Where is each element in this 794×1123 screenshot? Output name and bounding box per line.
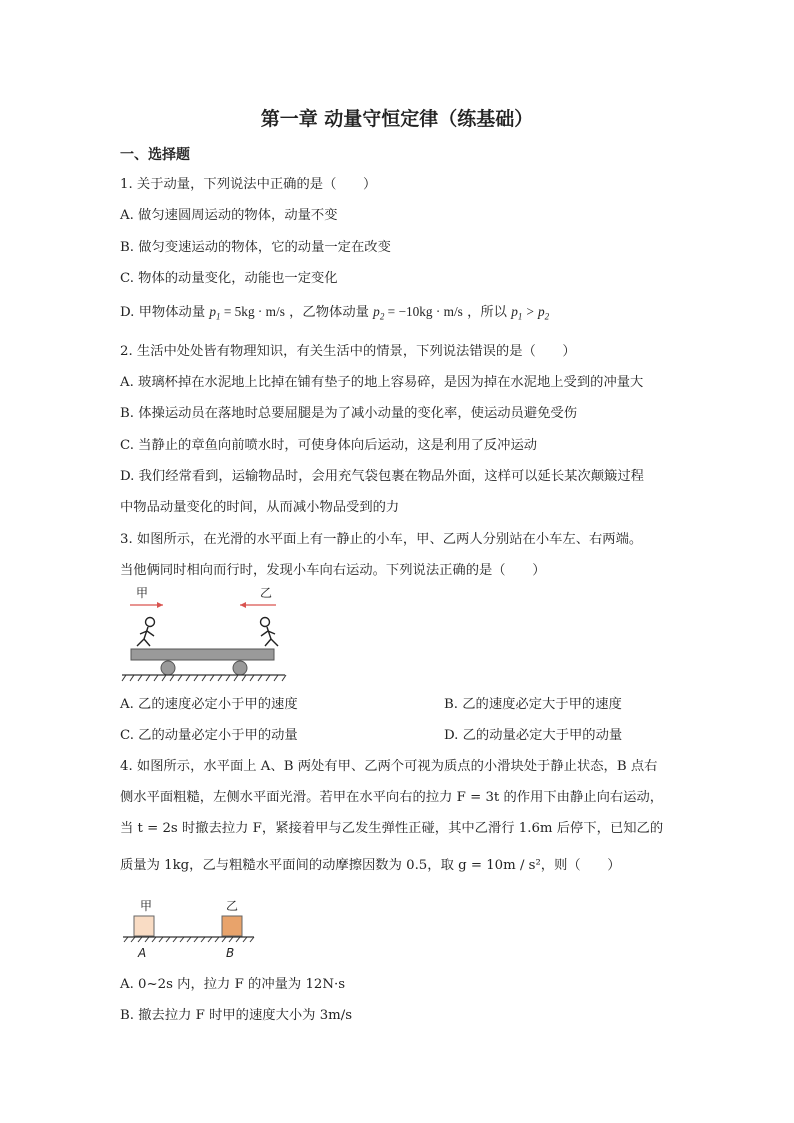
q1-d-end: ，所以 (467, 305, 507, 320)
right-arrowhead-icon (157, 602, 163, 608)
fig-label-yi: 乙 (260, 586, 273, 600)
block-yi (222, 916, 242, 936)
q4-line4: 质量为 1kg，乙与粗糙水平面间的动摩擦因数为 0.5，取 g = 10m / s²，则（ ） (120, 858, 621, 873)
q2-option-d-line1: D. 我们经常看到，运输物品时，会用充气袋包裹在物品外面，这样可以延长某次颠簸过程 (120, 469, 644, 484)
q4-line3: 当 t = 2s 时撤去拉力 F，紧接着甲与乙发生弹性正碰，其中乙滑行 1.6m 后停下，已知乙的 (120, 821, 664, 836)
q3-option-b: B. 乙的速度必定大于甲的速度 (444, 697, 622, 712)
cart-wheel-right (233, 661, 247, 675)
q2-option-b: B. 体操运动员在落地时总要屈腿是为了减小动量的变化率，使运动员避免受伤 (120, 406, 578, 421)
fig-block-label-yi: 乙 (226, 899, 239, 913)
q4-line1: 4. 如图所示，水平面上 A、B 两处有甲、乙两个可视为质点的小滑块处于静止状态，B 点右 (120, 759, 658, 774)
surface-hatching (124, 937, 254, 942)
q1-d-p1-symbol: p (209, 304, 217, 319)
q2-option-a: A. 玻璃杯掉在水泥地上比掉在铺有垫子的地上容易碎，是因为掉在水泥地上受到的冲量大 (120, 375, 644, 390)
q1-d-p2-sub: 2 (379, 311, 385, 322)
left-arrowhead-icon (240, 602, 246, 608)
q4-option-a: A. 0~2s 内，拉力 F 的冲量为 12N·s (120, 977, 346, 992)
q3-stem-line2: 当他俩同时相向而行时，发现小车向右运动。下列说法正确的是（ ） (120, 563, 546, 578)
point-a-label: A (138, 946, 147, 960)
q2-stem: 2. 生活中处处皆有物理知识，有关生活中的情景，下列说法错误的是（ ） (120, 344, 576, 359)
section-heading: 一、选择题 (120, 147, 190, 163)
q1-d-cmp-gt: > p (522, 304, 545, 319)
q1-option-b: B. 做匀变速运动的物体，它的动量一定在改变 (120, 240, 391, 255)
q1-option-c: C. 物体的动量变化，动能也一定变化 (120, 271, 338, 286)
q1-d-p2 (373, 304, 463, 322)
q1-d-cmp-symbol: p (511, 304, 518, 319)
q1-option-d (120, 303, 549, 326)
q1-d-p1 (209, 304, 285, 322)
q1-d-p2-symbol: p (373, 304, 380, 319)
q4-blocks-figure (120, 896, 260, 962)
q3-stem-line1: 3. 如图所示，在光滑的水平面上有一静止的小车，甲、乙两人分别站在小车左、右两端。 (120, 532, 643, 547)
page-title: 第一章 动量守恒定律（练基础） (260, 108, 534, 130)
ground-hatching (122, 675, 286, 681)
fig-block-label-jia: 甲 (140, 899, 153, 913)
q1-d-prefix: D. 甲物体动量 (120, 305, 206, 320)
q1-d-compare (511, 304, 550, 322)
cart-body (131, 649, 274, 660)
q1-d-p1-value: = 5kg · m/s (220, 304, 285, 319)
q4-line2: 侧水平面粗糙，左侧水平面光滑。若甲在水平向右的拉力 F = 3t 的作用下由静止向右运动， (120, 790, 664, 805)
q2-option-d-line2: 中物品动量变化的时间，从而减小物品受到的力 (120, 500, 400, 515)
q1-stem: 1. 关于动量，下列说法中正确的是（ ） (120, 177, 377, 192)
block-jia (134, 916, 154, 936)
q3-option-a: A. 乙的速度必定小于甲的速度 (120, 697, 298, 712)
q1-option-a: A. 做匀速圆周运动的物体，动量不变 (120, 208, 338, 223)
q4-option-b: B. 撤去拉力 F 时甲的速度大小为 3m/s (120, 1008, 353, 1023)
q1-d-mid: ，乙物体动量 (289, 305, 369, 320)
q3-option-d: D. 乙的动量必定大于甲的动量 (444, 728, 623, 743)
q3-cart-figure (120, 584, 290, 684)
q1-d-cmp-sub2: 2 (544, 311, 550, 322)
point-b-label: B (226, 946, 235, 960)
cart-wheel-left (161, 661, 175, 675)
q3-option-c: C. 乙的动量必定小于甲的动量 (120, 728, 298, 743)
fig-label-jia: 甲 (136, 586, 149, 600)
q1-d-cmp-sub1: 1 (517, 311, 523, 322)
q2-option-c: C. 当静止的章鱼向前喷水时，可使身体向后运动，这是利用了反冲运动 (120, 438, 538, 453)
q1-d-p1-sub: 1 (216, 311, 221, 322)
person-yi-icon (261, 618, 279, 647)
person-jia-icon (137, 618, 155, 647)
q1-d-p2-value: = −10kg · m/s (384, 304, 463, 319)
